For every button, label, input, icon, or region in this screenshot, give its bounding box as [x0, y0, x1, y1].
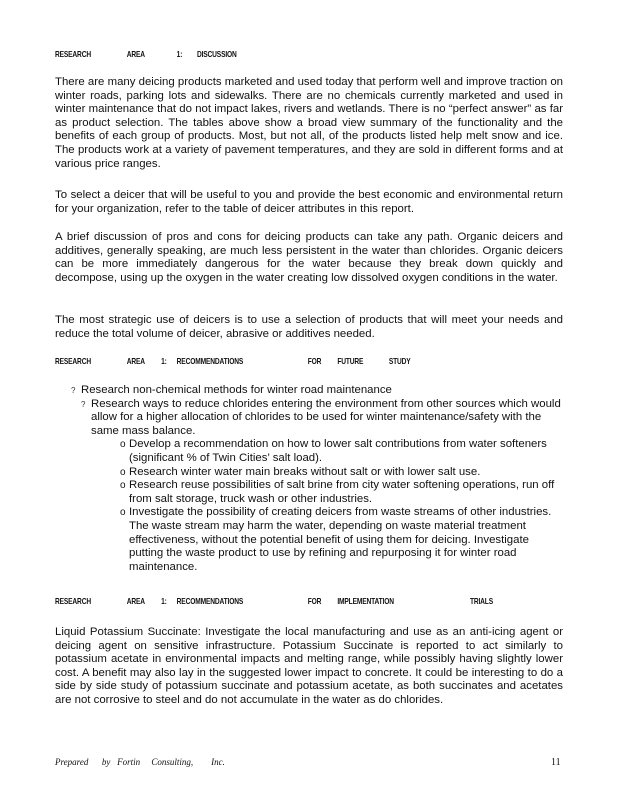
paragraph-overview: There are many deicing products marketed and used today that perform well and improve traction on winter roads, parking lots and sidewalks. There are no chemicals currently marketed and used in winter maintenance that do not impact lakes, rivers and wetlands. There is no “perfect answer” as far as product selection. The tables above show a broad view summary of the functionality and the benefits of each group of products. Most, but not all, of the products listed help melt snow and ice. The products work at a variety of pavement temperatures, and they are sold in different forms and at various price ranges. — [55, 76, 563, 170]
section-heading-discussion — [55, 49, 289, 61]
heading-word: TRIALS — [469, 596, 493, 606]
heading-word: FOR — [307, 596, 322, 606]
paragraph-potassium-succinate: Liquid Potassium Succinate: Investigate the local manufacturing and use as an anti-icing agent or deicing agent on sensitive infrastructure. Potassium Succinate is reported to act similarly to potassium acetate in environmental impacts and melting range, while possibly having slightly lower cost. A benefit may also lay in the suggested lower impact to concrete. It could be interesting to do a side by side study of potassium succinate and potassium acetate, as both succinates and acetates are not corrosive to steel and do not accumulate in the water as do chlorides. — [55, 626, 563, 706]
footer-word: Inc. — [211, 757, 225, 767]
heading-word: 1: — [161, 356, 167, 366]
footer-word: by — [101, 757, 111, 767]
heading-word: AREA — [126, 356, 145, 366]
bullet-marker: ? — [81, 399, 86, 409]
list-item — [55, 384, 563, 398]
heading-word: RECOMMENDATIONS — [176, 356, 244, 366]
heading-word: RECOMMENDATIONS — [176, 596, 244, 606]
list-item — [55, 398, 563, 439]
heading-word: STUDY — [388, 356, 411, 366]
footer-word: Prepared — [55, 757, 89, 767]
paragraph-select-deicer: To select a deicer that will be useful to you and provide the best economic and environmental return for your organization, refer to the table of deicer attributes in this report. — [55, 189, 563, 215]
heading-word: DISCUSSION — [196, 49, 237, 59]
heading-word: AREA — [126, 49, 145, 59]
sub-bullet-marker: o — [120, 439, 126, 451]
section-heading-implementation-trials — [55, 596, 493, 608]
list-item-text: Research ways to reduce chlorides entering the environment from other sources which would allow for a higher allocation of chlorides to be used for winter maintenance/safety with the same mass balance. — [91, 397, 561, 437]
sub-list-item — [55, 479, 563, 506]
paragraph-strategic-use: The most strategic use of deicers is to use a selection of products that will meet your needs and reduce the total volume of deicer, abrasive or additives needed. — [55, 314, 563, 340]
page-footer — [55, 757, 225, 767]
sub-list-item-text: Research winter water main breaks without salt or with lower salt use. — [129, 465, 481, 478]
list-item-text: Research non-chemical methods for winter road maintenance — [81, 384, 392, 396]
paragraph-pros-cons: A brief discussion of pros and cons for deicing products can take any path. Organic deicers and additives, generally speaking, are much less persistent in the water than chlorides. Organic deicers can be more immediately dangerous for the water because they break down quickly and decompose, using up the oxygen in the water creating low dissolved oxygen conditions in the water. — [55, 231, 563, 284]
footer-word: Consulting, — [151, 757, 194, 767]
page-number: 11 — [551, 757, 561, 768]
footer-word: Fortin — [117, 757, 141, 767]
heading-word: RESEARCH — [55, 596, 91, 606]
heading-word: RESEARCH — [55, 49, 91, 59]
sub-list-item — [55, 438, 563, 465]
heading-word: 1: — [161, 596, 167, 606]
sub-list-item — [55, 466, 563, 480]
sub-bullet-marker: o — [120, 466, 126, 478]
heading-word: 1: — [176, 49, 183, 59]
sub-list-item-text: Research reuse possibilities of salt brine from city water softening operations, run off from salt storage, truck wash or other industries. — [129, 479, 555, 505]
sub-list-item-text: Develop a recommendation on how to lower salt contributions from water softeners (significant % of Twin Cities’ salt load). — [129, 438, 547, 464]
heading-word: RESEARCH — [55, 356, 91, 366]
sub-bullet-marker: o — [120, 507, 126, 519]
future-study-list — [55, 384, 563, 574]
sub-bullet-marker: o — [120, 480, 126, 492]
heading-word: AREA — [126, 596, 145, 606]
heading-word: IMPLEMENTATION — [337, 596, 394, 606]
sub-list-item-text: Investigate the possibility of creating deicers from waste streams of other industries. The waste stream may harm the water, depending on waste material treatment effectiveness, without the potential benefit of using them for deicing. Investigate putting the waste product to use by refining and repurposing it for winter road maintenance. — [129, 506, 552, 573]
bullet-marker: ? — [71, 386, 76, 395]
heading-word: FUTURE — [337, 356, 364, 366]
section-heading-future-study — [55, 356, 461, 368]
heading-word: FOR — [307, 356, 322, 366]
sub-list-item — [55, 506, 563, 574]
